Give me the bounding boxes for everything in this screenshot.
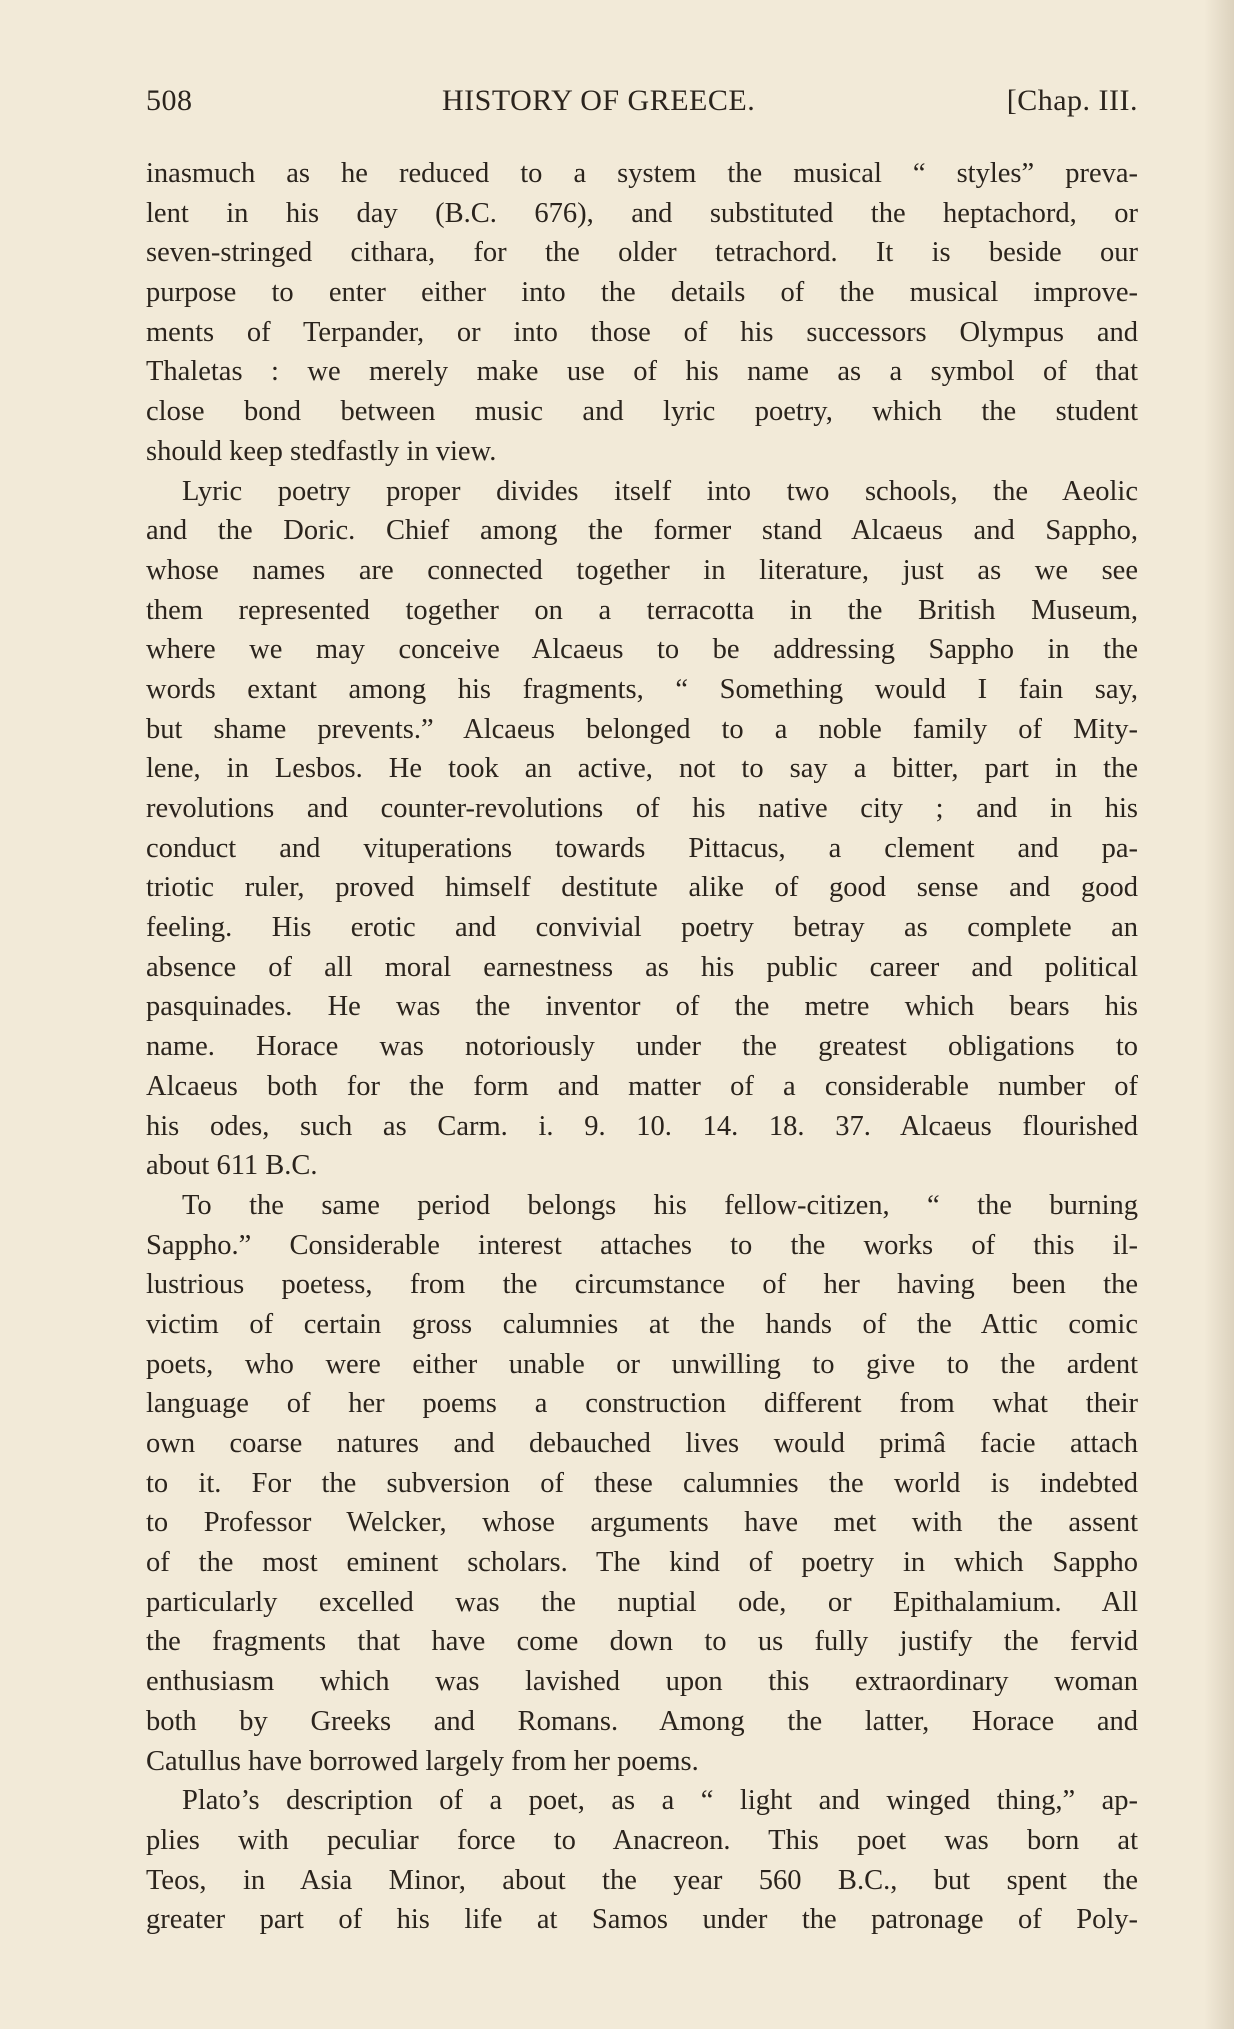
body-text <box>146 154 1138 1940</box>
text-line: should keep stedfastly in view. <box>146 435 497 467</box>
text-line: Alcaeus both for the form and matter of a considerable number of <box>146 1070 1138 1102</box>
text-line: and the Doric. Chief among the former stand Alcaeus and Sappho, <box>146 515 1138 547</box>
text-line: lustrious poetess, from the circumstance of her having been the <box>146 1269 1138 1301</box>
text-line: absence of all moral earnestness as his public career and political <box>146 951 1138 983</box>
text-line: them represented together on a terracotta in the British Museum, <box>146 594 1138 626</box>
running-head <box>146 84 1138 124</box>
text-line: Catullus have borrowed largely from her poems. <box>146 1745 699 1777</box>
text-line: words extant among his fragments, “ Something would I fain say, <box>146 673 1138 705</box>
text-line: revolutions and counter-revolutions of his native city ; and in his <box>146 793 1138 824</box>
text-line: seven-stringed cithara, for the older tetrachord. It is beside our <box>146 237 1138 269</box>
text-line: but shame prevents.” Alcaeus belonged to a noble family of Mity- <box>146 713 1138 745</box>
text-line: his odes, such as Carm. i. 9. 10. 14. 18. 37. Alcaeus flourished <box>146 1110 1138 1142</box>
text-line: plies with peculiar force to Anacreon. This poet was born at <box>146 1824 1138 1856</box>
text-line: Thaletas : we merely make use of his name as a symbol of that <box>146 356 1138 388</box>
text-line: enthusiasm which was lavished upon this extraordinary woman <box>146 1666 1138 1698</box>
text-line: to Professor Welcker, whose arguments have met with the assent <box>146 1507 1138 1539</box>
text-line: lene, in Lesbos. He took an active, not to say a bitter, part in the <box>146 753 1138 785</box>
text-line: own coarse natures and debauched lives would primâ facie attach <box>146 1428 1138 1459</box>
paragraph-start-line: Plato’s description of a poet, as a “ light and winged thing,” ap- <box>182 1785 1138 1817</box>
text-line: Teos, in Asia Minor, about the year 560 B.C., but spent the <box>146 1864 1138 1896</box>
text-line: lent in his day (B.C. 676), and substituted the heptachord, or <box>146 197 1138 229</box>
text-line: whose names are connected together in literature, just as we see <box>146 554 1138 586</box>
text-line: particularly excelled was the nuptial ode, or Epithalamium. All <box>146 1586 1138 1618</box>
text-line: inasmuch as he reduced to a system the musical “ styles” preva- <box>146 158 1138 189</box>
text-line: conduct and vituperations towards Pittacus, a clement and pa- <box>146 832 1138 864</box>
page-edge-shadow <box>1204 0 1234 2029</box>
text-line: ments of Terpander, or into those of his successors Olympus and <box>146 316 1138 348</box>
text-line: feeling. His erotic and convivial poetry betray as complete an <box>146 912 1138 944</box>
page-number: 508 <box>146 84 193 117</box>
book-title: HISTORY OF GREECE. <box>442 84 756 117</box>
text-line: the fragments that have come down to us fully justify the fervid <box>146 1626 1138 1658</box>
text-line: poets, who were either unable or unwilling to give to the ardent <box>146 1348 1138 1380</box>
paragraph-start-line: Lyric poetry proper divides itself into two schools, the Aeolic <box>182 475 1138 507</box>
text-line: victim of certain gross calumnies at the hands of the Attic comic <box>146 1308 1138 1340</box>
text-line: pasquinades. He was the inventor of the metre which bears his <box>146 991 1138 1023</box>
text-line: to it. For the subversion of these calumnies the world is indebted <box>146 1467 1138 1499</box>
paragraph-start-line: To the same period belongs his fellow-citizen, “ the burning <box>182 1189 1138 1221</box>
text-line: close bond between music and lyric poetry, which the student <box>146 396 1138 428</box>
text-line: name. Horace was notoriously under the greatest obligations to <box>146 1031 1138 1063</box>
text-line: greater part of his life at Samos under the patronage of Poly- <box>146 1904 1138 1936</box>
text-line: both by Greeks and Romans. Among the latter, Horace and <box>146 1705 1138 1737</box>
text-line: triotic ruler, proved himself destitute alike of good sense and good <box>146 872 1138 904</box>
text-line: about 611 B.C. <box>146 1150 318 1182</box>
text-line: of the most eminent scholars. The kind of poetry in which Sappho <box>146 1547 1138 1579</box>
chapter-label: [Chap. III. <box>1006 84 1138 117</box>
text-line: language of her poems a construction different from what their <box>146 1388 1138 1420</box>
text-line: purpose to enter either into the details of the musical improve- <box>146 277 1138 309</box>
text-line: Sappho.” Considerable interest attaches to the works of this il- <box>146 1229 1138 1261</box>
text-line: where we may conceive Alcaeus to be addressing Sappho in the <box>146 634 1138 666</box>
